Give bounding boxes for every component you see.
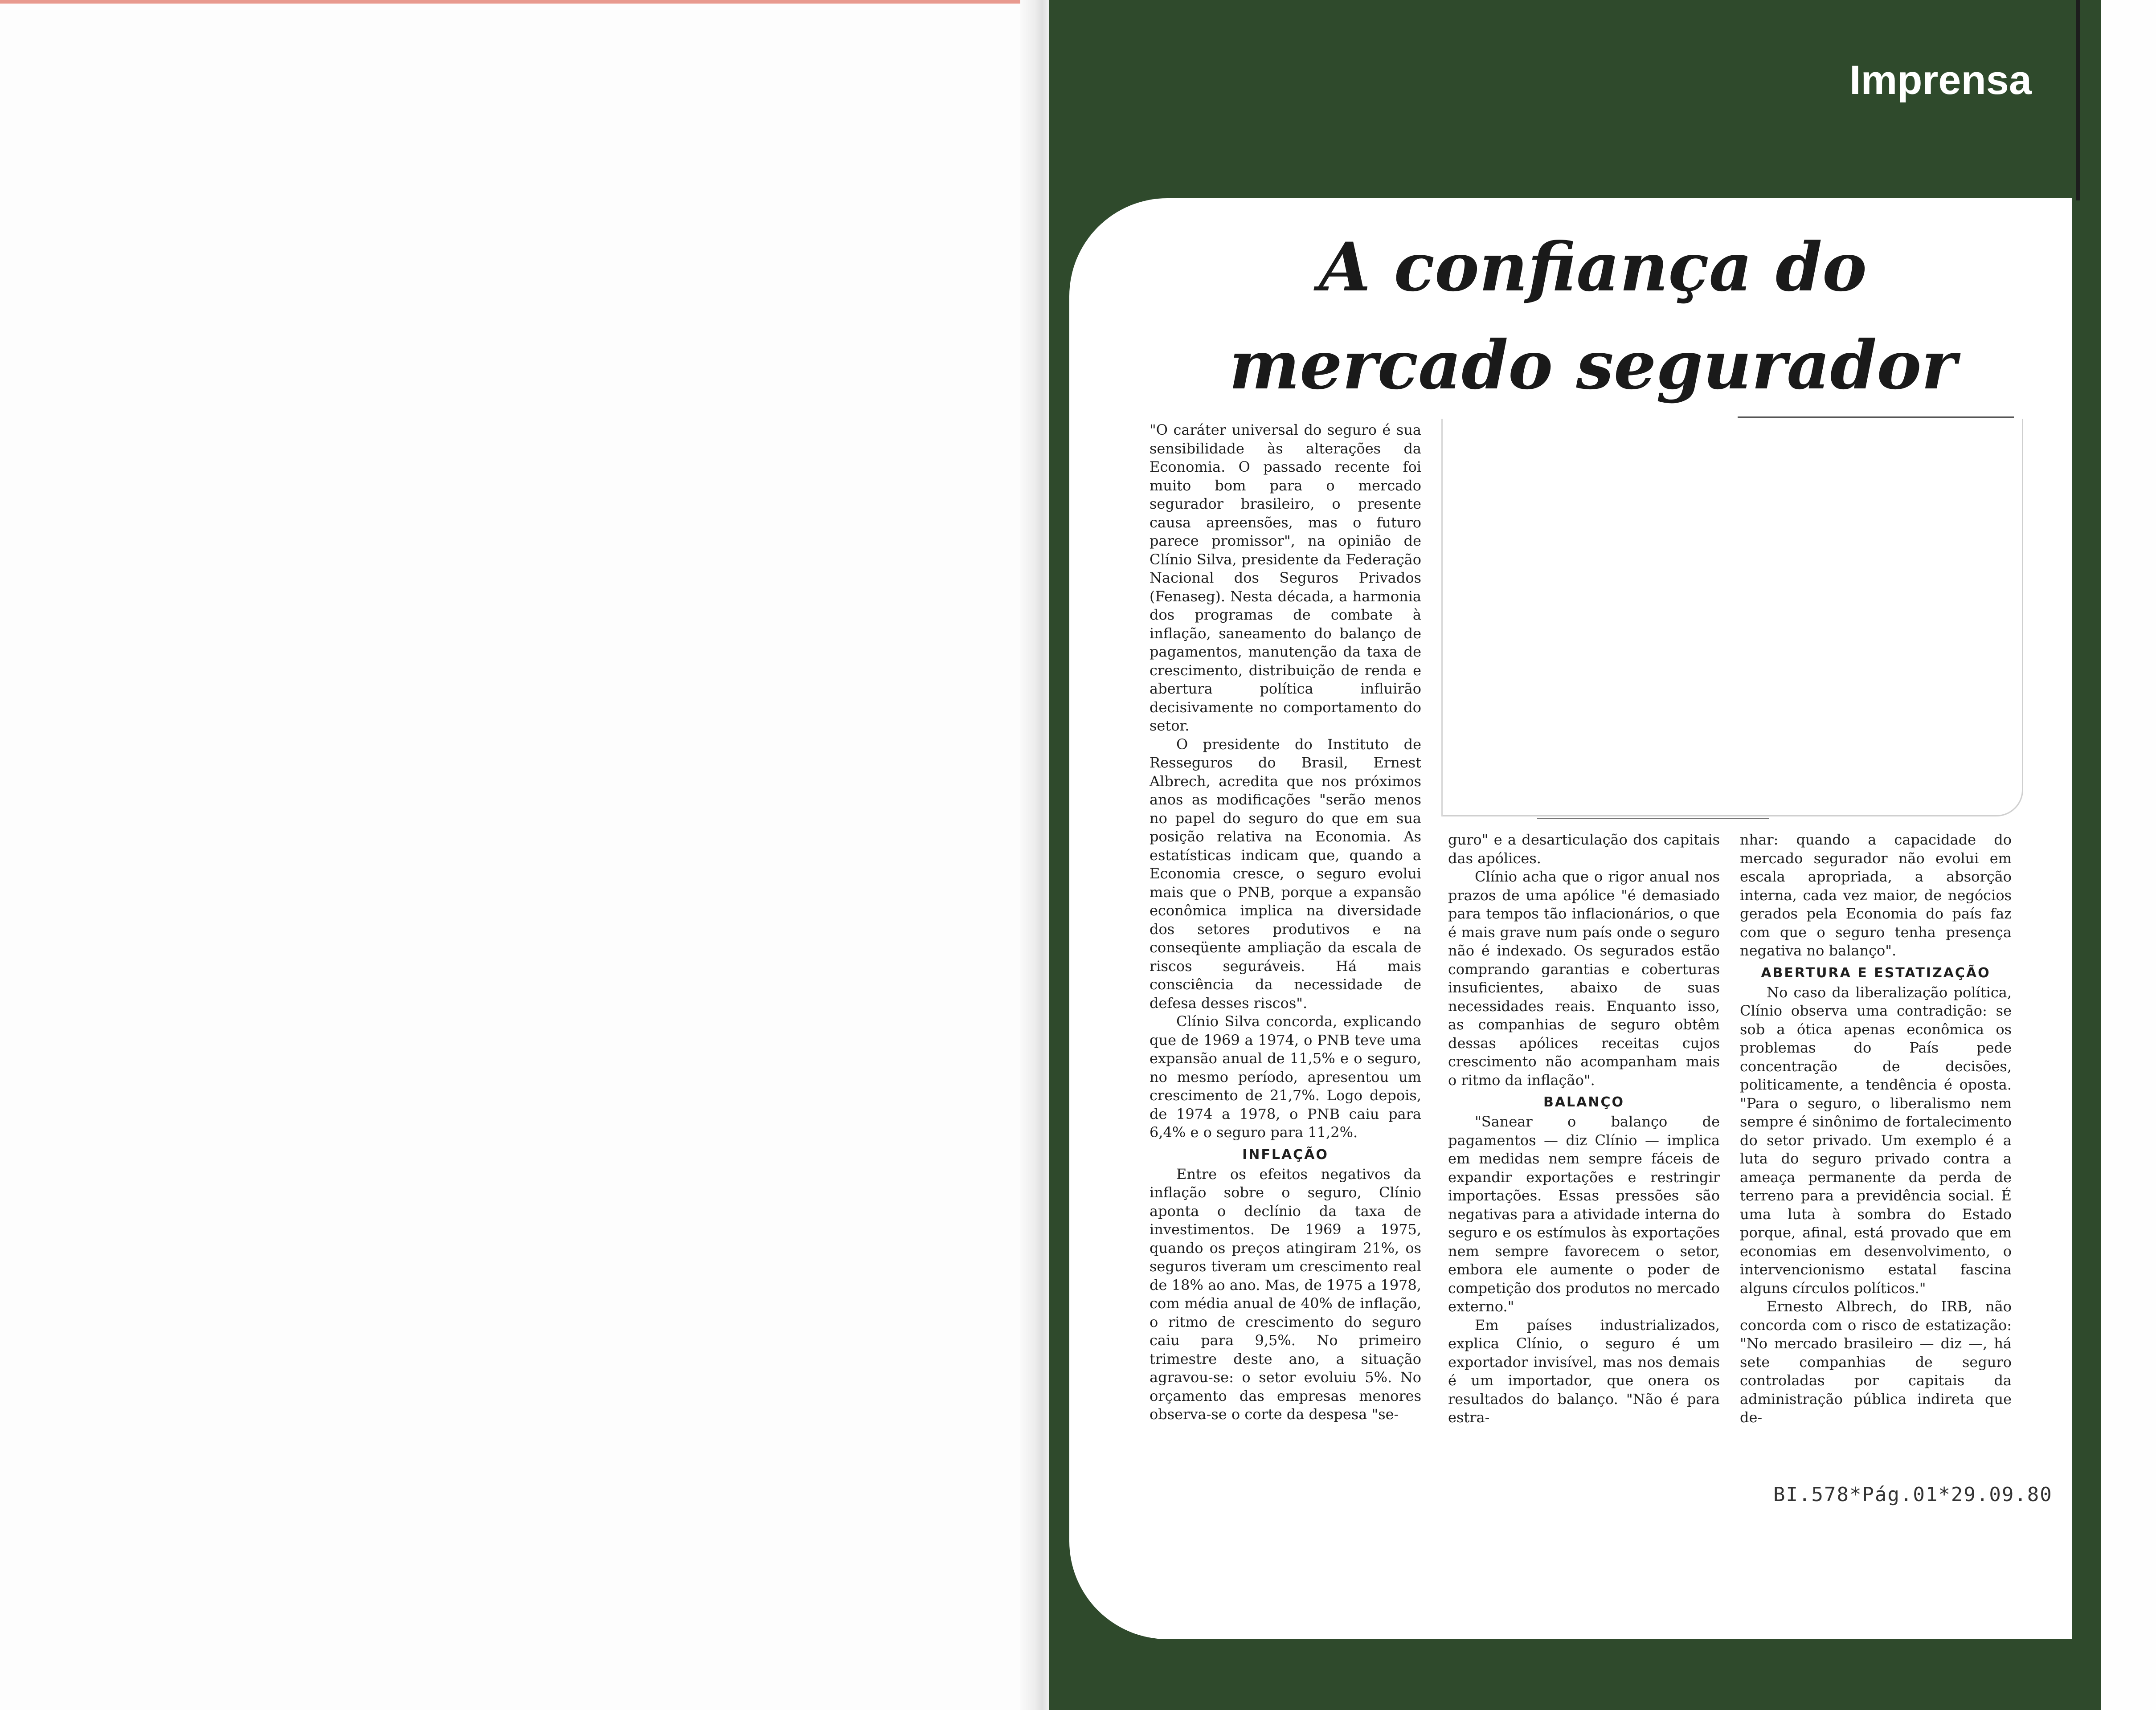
text-column-2 <box>1448 831 1720 1427</box>
subheading: ABERTURA E ESTATIZAÇÃO <box>1761 965 1991 981</box>
paragraph: No caso da liberalização política, Clínio observa uma contradição: se sob a ótica apenas econômica os problemas do País pede concentração de decisões, politicamente, a tendência é oposta. "Para o seguro, o liberalismo nem sempre é sinônimo de fortalecimento do setor privado. Um exemplo é a luta do seguro privado contra a ameaça permanente da perda de terreno para a previdência social. É uma luta à sombra do Estado porque, afinal, está provado que em economias em desenvolvimento, o intervencionismo estatal fascina alguns círculos políticos." <box>1740 984 2012 1297</box>
left-blank-page <box>0 0 1040 1710</box>
edge-shadow-line <box>2076 0 2080 200</box>
paragraph: "O caráter universal do seguro é sua sensibilidade às alterações da Economia. O passado recente foi muito bom para o mercado segurador brasileiro, o presente causa apreensões, mas o futuro parece promissor", na opinião de Clínio Silva, presidente da Federação Nacional dos Seguros Privados (Fenaseg). Nesta década, a harmonia dos programas de combate à inflação, saneamento do balanço de pagamentos, manutenção da taxa de crescimento, distribuição de renda e abertura política influirão decisivamente no comportamento do setor. <box>1150 421 1421 734</box>
paragraph: nhar: quando a capacidade do mercado segurador não evolui em escala apropriada, a absorção interna, cada vez maior, de negócios gerados pela Economia do país faz com que o seguro tenha presença negativa no balanço". <box>1740 831 2012 959</box>
paragraph: Ernesto Albrech, do IRB, não concorda com o risco de estatização: "No mercado brasileiro — diz —, há sete companhias de seguro controladas por capitais da administração pública indireta que de- <box>1740 1298 2012 1426</box>
paragraph: "Sanear o balanço de pagamentos — diz Clínio — implica em medidas nem sempre fáceis de expandir exportações e restringir importações. Essas pressões são negativas para a atividade interna do seguro e os estímulos às exportações nem sempre favorecem o setor, embora ele aumente o poder de competição dos produtos no mercado externo." <box>1448 1113 1720 1315</box>
page-reference: BI.578*Pág.01*29.09.80 <box>1773 1483 2053 1506</box>
photo-bottom-rule <box>1537 818 1769 819</box>
paragraph: Clínio Silva concorda, explicando que de 1969 a 1974, o PNB teve uma expansão anual de 11,5% e o seguro, no mesmo período, apresentou um crescimento de 21,7%. Logo depois, de 1974 a 1978, o PNB caiu para 6,4% e o seguro para 11,2%. <box>1150 1013 1421 1141</box>
headline-line-1: A confiança do <box>1318 228 1867 306</box>
section-title: Imprensa <box>1849 57 2032 103</box>
subheading: INFLAÇÃO <box>1242 1147 1329 1163</box>
paragraph: Entre os efeitos negativos da inflação sobre o seguro, Clínio aponta o declínio da taxa de investimentos. De 1969 a 1975, quando os preços atingiram 21%, os seguros tiveram um crescimento real de 18% ao ano. Mas, de 1975 a 1978, com média anual de 40% de inflação, o ritmo de crescimento do seguro caiu para 9,5%. No primeiro trimestre deste ano, a situação agravou-se: o setor evoluiu 5%. No orçamento das empresas menores observa-se o corte da despesa "se- <box>1150 1165 1421 1423</box>
subheading: BALANÇO <box>1543 1094 1625 1110</box>
paragraph: Clínio acha que o rigor anual nos prazos de uma apólice "é demasiado para tempos tão inflacionários, o que é mais grave num país onde o seguro não é indexado. Os segurados estão comprando garantias e coberturas insuficientes, abaixo de suas necessidades reais. Enquanto isso, as companhias de seguro obtêm dessas apólices receitas cujos crescimento não acompanham mais o ritmo da inflação". <box>1448 868 1720 1089</box>
book-spine <box>1020 0 1051 1710</box>
paragraph: Em países industrializados, explica Clínio, o seguro é um exportador invisível, mas nos demais é um importador, que onera os resultados do balanço. "Não é para estra- <box>1448 1316 1720 1426</box>
text-column-1 <box>1150 421 1421 1424</box>
text-column-3 <box>1740 831 2012 1427</box>
article-headline <box>1203 218 1983 414</box>
photo-top-rule <box>1738 416 2014 418</box>
headline-line-2: mercado segurador <box>1229 326 1957 404</box>
right-page-edge <box>2101 0 2156 1710</box>
photo-placeholder-frame <box>1441 419 2023 816</box>
top-edge-rule <box>0 0 1038 4</box>
paragraph: guro" e a desarticulação dos capitais das apólices. <box>1448 831 1720 867</box>
paragraph: O presidente do Instituto de Resseguros do Brasil, Ernest Albrech, acredita que nos próximos anos as modificações "serão menos no papel do seguro do que em sua posição relativa na Economia. As estatísticas indicam que, quando a Economia cresce, o seguro evolui mais que o PNB, porque a expansão econômica implica na diversidade dos setores produtivos e na conseqüente ampliação da escala de riscos seguráveis. Há mais consciência da necessidade de defesa desses riscos". <box>1150 735 1421 1012</box>
